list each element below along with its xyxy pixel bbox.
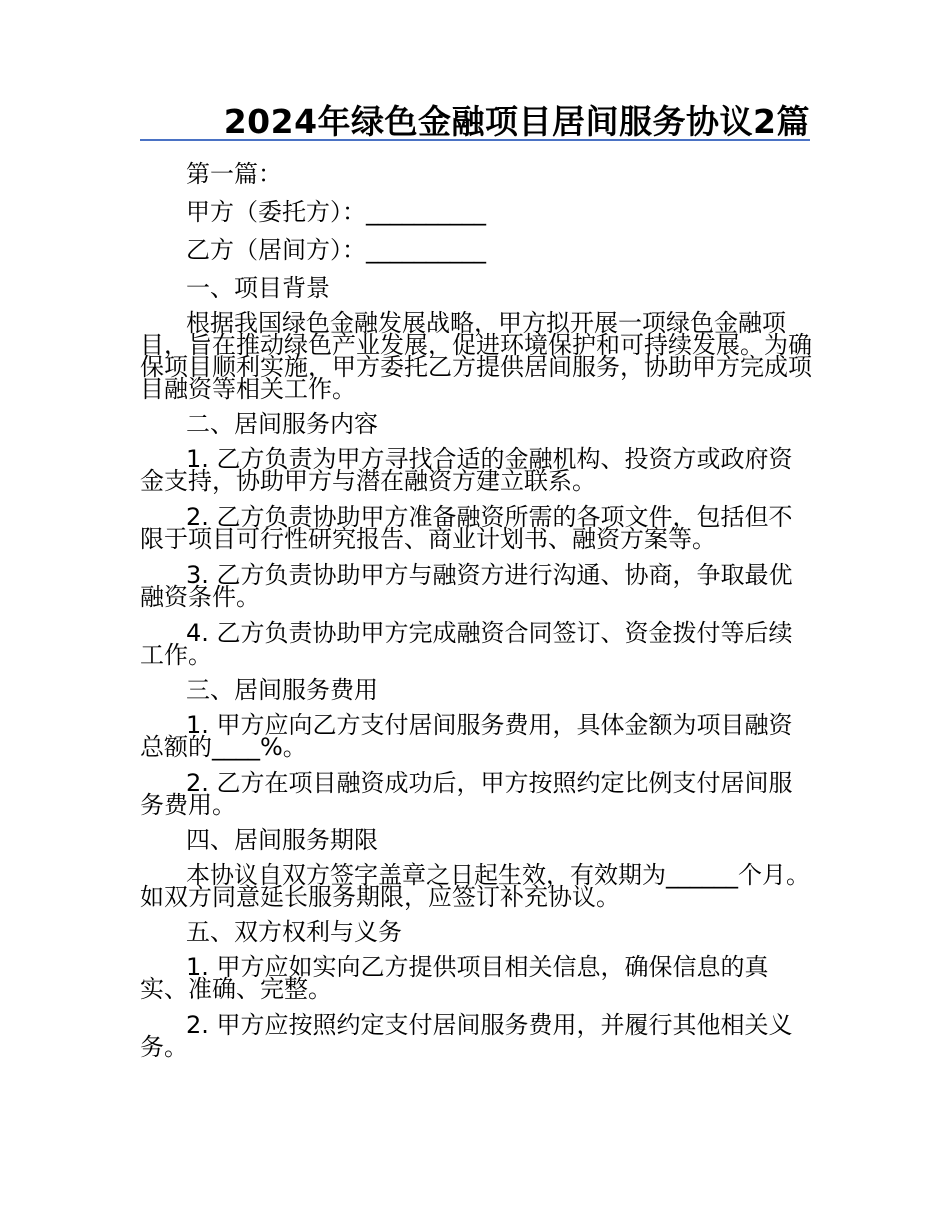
fee-item-1: 1. 甲方应向乙方支付居间服务费用，具体金额为项目融资总额的____%。 [140, 711, 793, 761]
document-body [140, 156, 812, 1061]
background-paragraph: 根据我国绿色金融发展战略，甲方拟开展一项绿色金融项目，旨在推动绿色产业发展，促进环境保护和可持续发展。为确保项目顺利实施，甲方委托乙方提供居间服务，协助甲方完成项目融资等相关工作。 [140, 309, 812, 403]
fee-item-2: 2. 乙方在项目融资成功后，甲方按照约定比例支付居间服务费用。 [140, 769, 793, 819]
heading-service-fee: 三、居间服务费用 [186, 676, 378, 704]
heading-service-term: 四、居间服务期限 [186, 826, 378, 854]
party-b-line: 乙方（居间方）：__________ [186, 236, 486, 264]
obligation-item-2: 2. 甲方应按照约定支付居间服务费用，并履行其他相关义务。 [140, 1011, 793, 1061]
service-item-2: 2. 乙方负责协助甲方准备融资所需的各项文件，包括但不限于项目可行性研究报告、商业计划书、融资方案等。 [140, 503, 793, 553]
heading-service-content: 二、居间服务内容 [186, 410, 378, 438]
title-underline [140, 139, 810, 141]
party-a-line: 甲方（委托方）：__________ [186, 198, 486, 226]
service-item-1: 1. 乙方负责为甲方寻找合适的金融机构、投资方或政府资金支持，协助甲方与潜在融资方建立联系。 [140, 445, 793, 495]
heading-rights-obligations: 五、双方权利与义务 [186, 918, 402, 946]
obligation-item-1: 1. 甲方应如实向乙方提供项目相关信息，确保信息的真实、准确、完整。 [140, 953, 769, 1003]
service-item-4: 4. 乙方负责协助甲方完成融资合同签订、资金拨付等后续工作。 [140, 619, 793, 669]
heading-project-background: 一、项目背景 [186, 274, 330, 302]
section-label-first: 第一篇： [186, 160, 282, 188]
document-title: 2024年绿色金融项目居间服务协议2篇 [223, 102, 810, 141]
term-paragraph: 本协议自双方签字盖章之日起生效，有效期为______个月。如双方同意延长服务期限，应签订补充协议。 [140, 861, 810, 911]
service-item-3: 3. 乙方负责协助甲方与融资方进行沟通、协商，争取最优融资条件。 [140, 561, 793, 611]
